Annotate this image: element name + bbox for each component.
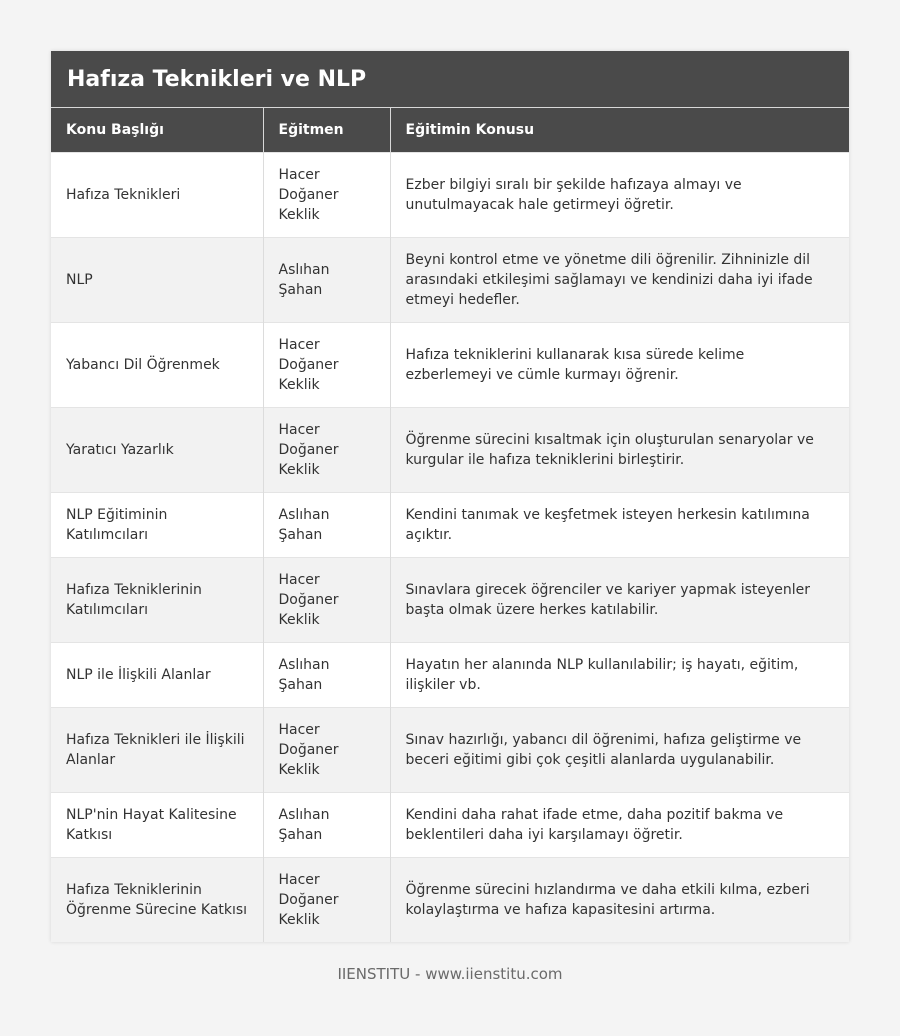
cell-instructor: Hacer Doğaner Keklik	[263, 323, 390, 408]
footer-credit: IIENSTITU - www.iienstitu.com	[337, 965, 563, 983]
table-row	[51, 558, 849, 643]
training-table	[51, 108, 849, 942]
cell-instructor: Hacer Doğaner Keklik	[263, 153, 390, 238]
cell-topic: Hafıza Teknikleri ile İlişkili Alanlar	[51, 708, 263, 793]
table-row	[51, 708, 849, 793]
cell-description: Öğrenme sürecini kısaltmak için oluşturulan senaryolar ve kurgular ile hafıza tekniklerini birleştirir.	[390, 408, 849, 493]
table-row	[51, 643, 849, 708]
cell-description: Hayatın her alanında NLP kullanılabilir; iş hayatı, eğitim, ilişkiler vb.	[390, 643, 849, 708]
cell-topic: NLP Eğitiminin Katılımcıları	[51, 493, 263, 558]
cell-description: Sınav hazırlığı, yabancı dil öğrenimi, hafıza geliştirme ve beceri eğitimi gibi çok çeşitli alanlarda uygulanabilir.	[390, 708, 849, 793]
cell-description: Hafıza tekniklerini kullanarak kısa sürede kelime ezberlemeyi ve cümle kurmayı öğrenir.	[390, 323, 849, 408]
cell-topic: Hafıza Teknikleri	[51, 153, 263, 238]
cell-instructor: Aslıhan Şahan	[263, 238, 390, 323]
cell-description: Ezber bilgiyi sıralı bir şekilde hafızaya almayı ve unutulmayacak hale getirmeyi öğretir.	[390, 153, 849, 238]
cell-description: Kendini daha rahat ifade etme, daha pozitif bakma ve beklentileri daha iyi karşılamayı öğretir.	[390, 793, 849, 858]
cell-instructor: Aslıhan Şahan	[263, 643, 390, 708]
cell-description: Öğrenme sürecini hızlandırma ve daha etkili kılma, ezberi kolaylaştırma ve hafıza kapasitesini artırma.	[390, 858, 849, 943]
cell-topic: NLP ile İlişkili Alanlar	[51, 643, 263, 708]
table-row	[51, 858, 849, 943]
cell-instructor: Hacer Doğaner Keklik	[263, 858, 390, 943]
table-row	[51, 323, 849, 408]
header-row	[51, 108, 849, 153]
cell-topic: Yaratıcı Yazarlık	[51, 408, 263, 493]
table-row	[51, 408, 849, 493]
column-header-topic: Konu Başlığı	[51, 108, 263, 153]
cell-description: Beyni kontrol etme ve yönetme dili öğrenilir. Zihninizle dil arasındaki etkileşimi sağlamayı ve kendinizi daha iyi ifade etmeyi hedefler.	[390, 238, 849, 323]
table-card	[51, 51, 849, 942]
cell-topic: Hafıza Tekniklerinin Katılımcıları	[51, 558, 263, 643]
table-title: Hafıza Teknikleri ve NLP	[51, 51, 849, 108]
cell-instructor: Hacer Doğaner Keklik	[263, 558, 390, 643]
cell-topic: NLP	[51, 238, 263, 323]
cell-topic: NLP'nin Hayat Kalitesine Katkısı	[51, 793, 263, 858]
cell-instructor: Aslıhan Şahan	[263, 493, 390, 558]
column-header-description: Eğitimin Konusu	[390, 108, 849, 153]
cell-instructor: Aslıhan Şahan	[263, 793, 390, 858]
cell-topic: Yabancı Dil Öğrenmek	[51, 323, 263, 408]
cell-instructor: Hacer Doğaner Keklik	[263, 708, 390, 793]
table-row	[51, 793, 849, 858]
cell-description: Kendini tanımak ve keşfetmek isteyen herkesin katılımına açıktır.	[390, 493, 849, 558]
cell-topic: Hafıza Tekniklerinin Öğrenme Sürecine Katkısı	[51, 858, 263, 943]
column-header-instructor: Eğitmen	[263, 108, 390, 153]
table-row	[51, 238, 849, 323]
table-row	[51, 153, 849, 238]
cell-instructor: Hacer Doğaner Keklik	[263, 408, 390, 493]
cell-description: Sınavlara girecek öğrenciler ve kariyer yapmak isteyenler başta olmak üzere herkes katılabilir.	[390, 558, 849, 643]
table-row	[51, 493, 849, 558]
